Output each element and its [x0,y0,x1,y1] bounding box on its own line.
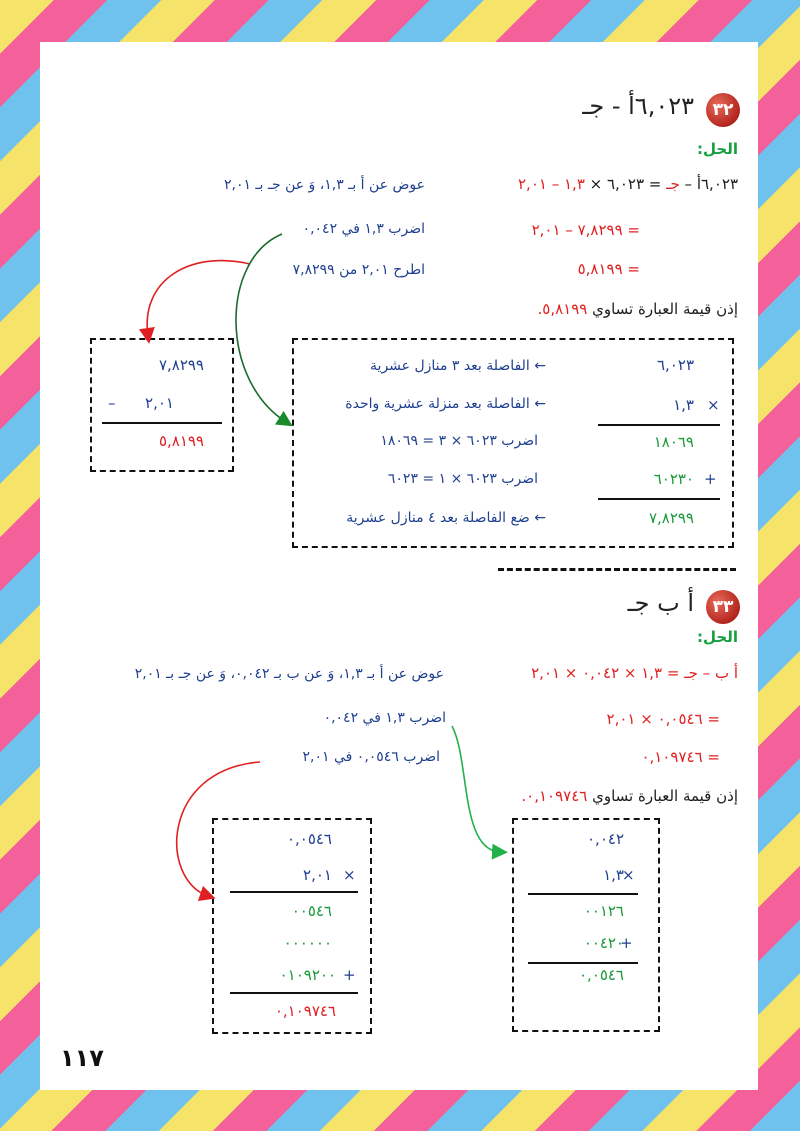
expr-part: = ٦,٠٢٣ × [584,175,667,193]
right-result: ٠,٠٥٤٦ [578,966,624,984]
mul-partial2: ٦٠٢٣٠ [653,470,694,488]
minus-sign: – [108,394,120,412]
conclusion-text: إذن قيمة العبارة تساوي [592,787,738,805]
q32-line1-note: عوض عن أ بـ ١,٣، وَ عن جـ بـ ٢,٠١ [223,177,425,193]
solution-label: الحل: [697,628,738,646]
left-row2: ٢,٠١ [303,866,332,884]
mul-row2: ١,٣ [673,396,694,414]
solution-label: الحل: [697,140,738,158]
question-number-badge: ٣٣ [706,590,740,624]
plus-sign: + [343,966,360,984]
page-number: ١١٧ [60,1044,104,1072]
mul-note-5: ← ضع الفاصلة بعد ٤ منازل عشرية [346,510,546,526]
q32-line2-note: اضرب ١,٣ في ٠,٠٤٢ [302,221,425,237]
question-title: ٦,٠٢٣أ - جـ [582,92,694,120]
expr-substituted: ١,٣ – ٢,٠١ [518,175,585,193]
plus-sign: + [620,934,637,952]
q32-line2-expression: = ٧,٨٢٩٩ – ٢,٠١ [531,221,640,239]
question-title: أ ب جـ [627,589,694,617]
sub-row2: ٢,٠١ [145,394,174,412]
q33-line3-expression: = ٠,١٠٩٧٤٦ [641,748,720,766]
right-row1: ٠,٠٤٢ [587,830,624,848]
question-number-badge: ٣٢ [706,93,740,127]
mul-result: ٧,٨٢٩٩ [648,509,694,527]
conclusion-value: ٠,١٠٩٧٤٦. [521,787,588,805]
q32-line3-note: اطرح ٢,٠١ من ٧,٨٢٩٩ [292,262,425,278]
left-row1: ٠,٠٥٤٦ [286,830,332,848]
right-row2: ١,٣ [603,866,624,884]
q33-line2-note: اضرب ١,٣ في ٠,٠٤٢ [323,710,446,726]
times-sign: × [343,866,360,884]
q33-line1-note: عوض عن أ بـ ١,٣، وَ عن ب بـ ٠,٠٤٢، وَ عن جـ بـ ٢,٠١ [134,666,444,682]
plus-sign: + [704,470,721,488]
conclusion-value: ٥,٨١٩٩. [537,300,588,318]
expr-variable-c: جـ [684,664,698,682]
mul-partial1: ١٨٠٦٩ [653,433,694,451]
times-sign: × [622,866,639,884]
left-partial1: ٠٠٥٤٦ [291,902,332,920]
q33-arrow-to-left-box [177,762,260,896]
conclusion-text: إذن قيمة العبارة تساوي [592,300,738,318]
q33-line2-expression: = ٠,٠٥٤٦ × ٢,٠١ [606,710,720,728]
expr-variable-c: جـ [666,175,680,193]
sub-row1: ٧,٨٢٩٩ [158,356,204,374]
mul-note-2: ← الفاصلة بعد منزلة عشرية واحدة [345,396,546,412]
left-partial2: ٠٠٠٠٠٠ [283,934,332,952]
expr-part: ٦,٠٢٣أ – [679,175,738,193]
q32-line3-expression: = ٥,٨١٩٩ [577,260,640,278]
right-partial1: ٠٠١٢٦ [583,902,624,920]
q33-arrow-to-right-box [452,726,500,852]
times-sign: × [707,396,724,414]
left-partial3: ٠١٠٩٢٠٠ [279,966,336,984]
right-partial2: ٠٠٤٢٠ [583,934,624,952]
q32-arrow-to-subtraction [147,261,250,336]
mul-note-1: ← الفاصلة بعد ٣ منازل عشرية [370,358,546,374]
q33-line3-note: اضرب ٠,٠٥٤٦ في ٢,٠١ [302,749,440,765]
mul-row1: ٦,٠٢٣ [657,356,694,374]
expr-substituted: = ١,٣ × ٠,٠٤٢ × ٢,٠١ [531,664,685,682]
expr-part: أ ب – [697,664,738,682]
sub-result: ٥,٨١٩٩ [158,432,204,450]
mul-note-4: اضرب ٦٠٢٣ × ١ = ٦٠٢٣ [387,471,538,487]
left-result: ٠,١٠٩٧٤٦ [274,1002,336,1020]
mul-note-3: اضرب ٦٠٢٣ × ٣ = ١٨٠٦٩ [380,433,538,449]
